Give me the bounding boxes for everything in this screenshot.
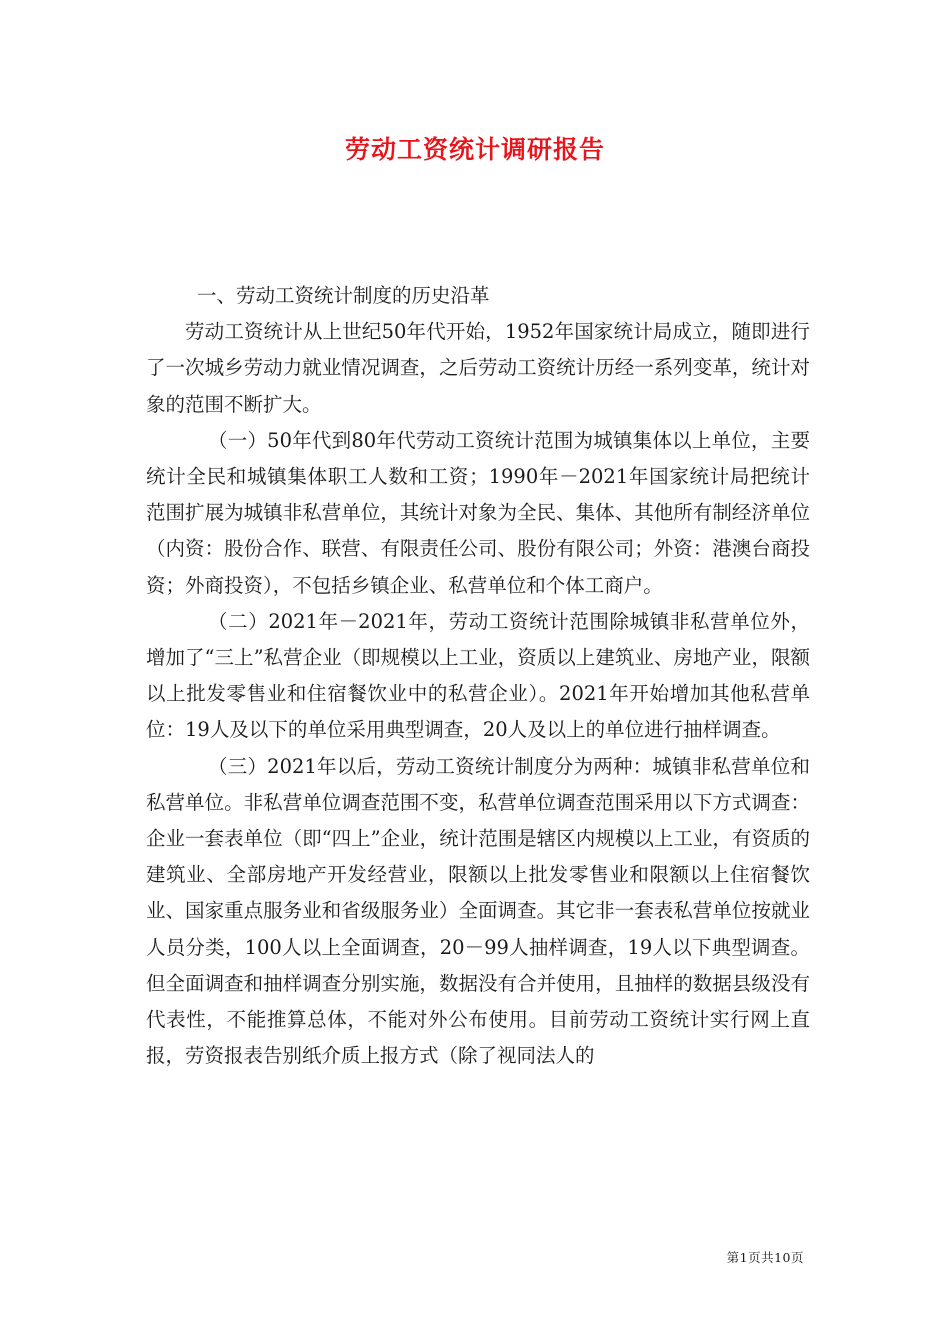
paragraph-subsection-3: （三）2021年以后，劳动工资统计制度分为两种：城镇非私营单位和私营单位。非私营单位调查范围不变，私营单位调查范围采用以下方式调查：企业一套表单位（即“四上”企业，统计范围是辖区内规模以上工业，有资质的建筑业、全部房地产开发经营业，限额以上批发零售业和限额以上住宿餐饮业、国家重点服务业和省级服务业）全面调查。其它非一套表私营单位按就业人员分类，100人以上全面调查，20－99人抽样调查，19人以下典型调查。但全面调查和抽样调查分别实施，数据没有合并使用，且抽样的数据县级没有代表性，不能推算总体，不能对外公布使用。目前劳动工资统计实行网上直报，劳资报表告别纸介质上报方式（除了视同法人的 bbox=[146, 754, 810, 1068]
paragraph-subsection-1: （一）50年代到80年代劳动工资统计范围为城镇集体以上单位，主要统计全民和城镇集体职工人数和工资；1990年－2021年国家统计局把统计范围扩展为城镇非私营单位，其统计对象为全民、集体、其他所有制经济单位（内资：股份合作、联营、有限责任公司、股份有限公司；外资：港澳台商投资；外商投资），不包括乡镇企业、私营单位和个体工商户。 bbox=[146, 428, 810, 597]
document-body bbox=[146, 278, 810, 1074]
paragraph-subsection-2: （二）2021年－2021年，劳动工资统计范围除城镇非私营单位外，增加了“三上”私营企业（即规模以上工业，资质以上建筑业、房地产业，限额以上批发零售业和住宿餐饮业中的私营企业）。2021年开始增加其他私营单位：19人及以下的单位采用典型调查，20人及以上的单位进行抽样调查。 bbox=[146, 609, 810, 742]
section-heading: 一、劳动工资统计制度的历史沿革 bbox=[197, 284, 490, 307]
paragraph-intro: 劳动工资统计从上世纪50年代开始，1952年国家统计局成立，随即进行了一次城乡劳动力就业情况调查，之后劳动工资统计历经一系列变革，统计对象的范围不断扩大。 bbox=[146, 320, 810, 416]
document-title: 劳动工资统计调研报告 bbox=[344, 135, 605, 164]
page-number-footer: 第1页共10页 bbox=[726, 1250, 804, 1265]
